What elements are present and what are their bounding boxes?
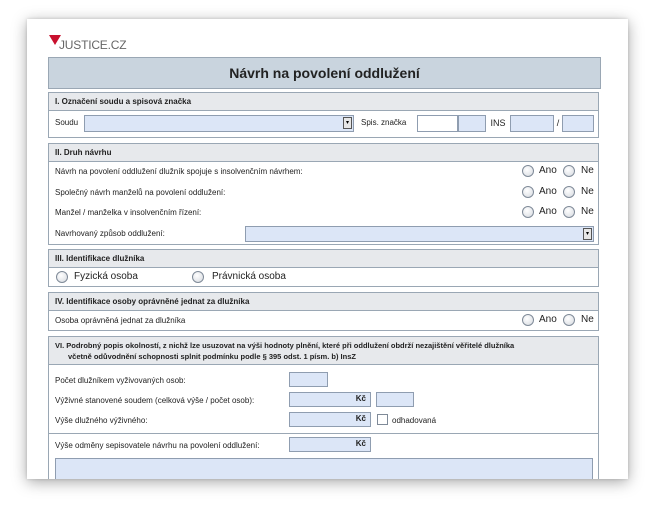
case-number-field[interactable] bbox=[510, 115, 554, 132]
dependents-field[interactable] bbox=[289, 372, 328, 387]
alimony-label: Výživné stanovené soudem (celková výše / počet osob): bbox=[55, 396, 255, 405]
section-authorized-heading: IV. Identifikace osoby oprávněné jednat za dlužníka bbox=[49, 293, 598, 311]
case-year-field[interactable] bbox=[562, 115, 594, 132]
q-method-label: Navrhovaný způsob oddlužení: bbox=[55, 229, 165, 238]
yes-label: Ano bbox=[539, 165, 557, 176]
section-debtor-heading: III. Identifikace dlužníka bbox=[49, 250, 598, 268]
section-circumstances-heading-line2: včetně odůvodnění schopnosti splnit podmínku podle § 395 odst. 1 písm. b) InsZ bbox=[68, 352, 356, 361]
case-number-label: Spis. značka bbox=[361, 118, 407, 127]
no-label: Ne bbox=[581, 186, 594, 197]
q-insolvency-yes-radio[interactable] bbox=[522, 165, 534, 177]
section-proposal-heading: II. Druh návrhu bbox=[49, 144, 598, 162]
preparer-fee-field[interactable] bbox=[289, 437, 371, 452]
dependents-label: Počet dlužníkem vyživovaných osob: bbox=[55, 376, 186, 385]
ins-label: INS bbox=[490, 118, 506, 128]
yes-label: Ano bbox=[539, 206, 557, 217]
form-sheet bbox=[27, 19, 628, 479]
chevron-down-icon[interactable]: ▾ bbox=[343, 117, 352, 129]
preparer-fee-label: Výše odměny sepisovatele návrhu na povolení oddlužení: bbox=[55, 441, 260, 450]
no-label: Ne bbox=[581, 206, 594, 217]
q-spouse-label: Manžel / manželka v insolvenčním řízení: bbox=[55, 208, 202, 217]
no-label: Ne bbox=[581, 165, 594, 176]
natural-person-radio[interactable] bbox=[56, 271, 68, 283]
q-joint-label: Společný návrh manželů na povolení oddlužení: bbox=[55, 188, 226, 197]
authorized-yes-radio[interactable] bbox=[522, 314, 534, 326]
alimony-debt-field[interactable] bbox=[289, 412, 371, 427]
alimony-debt-label: Výše dlužného výživného: bbox=[55, 416, 148, 425]
slash-label: / bbox=[556, 118, 560, 128]
q-insolvency-no-radio[interactable] bbox=[563, 165, 575, 177]
estimated-label: odhadovaná bbox=[392, 416, 437, 425]
method-select[interactable] bbox=[245, 226, 594, 242]
section-debtor-id bbox=[48, 249, 599, 287]
divider bbox=[49, 433, 598, 434]
natural-person-label: Fyzická osoba bbox=[74, 271, 138, 282]
logo-text: JUSTICE.CZ bbox=[59, 38, 127, 52]
section-circumstances bbox=[48, 336, 599, 479]
q-insolvency-label: Návrh na povolení oddlužení dlužník spojuje s insolvenčním návrhem: bbox=[55, 167, 303, 176]
case-senate-field[interactable] bbox=[417, 115, 458, 132]
case-part-field[interactable] bbox=[458, 115, 486, 132]
q-joint-no-radio[interactable] bbox=[563, 186, 575, 198]
section-court bbox=[48, 92, 599, 138]
authorized-person-label: Osoba oprávněná jednat za dlužníka bbox=[55, 316, 186, 325]
section-proposal-type bbox=[48, 143, 599, 245]
authorized-no-radio[interactable] bbox=[563, 314, 575, 326]
chevron-down-icon[interactable]: ▾ bbox=[583, 228, 592, 240]
alimony-total-field[interactable] bbox=[289, 392, 371, 407]
q-joint-yes-radio[interactable] bbox=[522, 186, 534, 198]
yes-label: Ano bbox=[539, 314, 557, 325]
court-label: Soudu bbox=[55, 118, 79, 127]
section-circumstances-heading-line1: VI. Podrobný popis okolností, z nichž lze usuzovat na výši hodnoty plnění, které při oddlužení obdrží nezajištění věřitelé dlužníka bbox=[55, 341, 515, 350]
section-court-heading: I. Označení soudu a spisová značka bbox=[49, 93, 598, 111]
description-textarea[interactable] bbox=[55, 458, 593, 479]
yes-label: Ano bbox=[539, 186, 557, 197]
court-select[interactable] bbox=[84, 115, 354, 132]
no-label: Ne bbox=[581, 314, 594, 325]
section-authorized-person bbox=[48, 292, 599, 331]
section-circumstances-heading bbox=[49, 337, 598, 365]
currency-label: Kč bbox=[355, 394, 366, 403]
form-title: Návrh na povolení oddlužení bbox=[48, 57, 601, 89]
q-spouse-no-radio[interactable] bbox=[563, 206, 575, 218]
estimated-checkbox[interactable] bbox=[377, 414, 388, 425]
currency-label: Kč bbox=[355, 414, 366, 423]
legal-person-label: Právnická osoba bbox=[212, 271, 286, 282]
currency-label: Kč bbox=[355, 439, 366, 448]
q-spouse-yes-radio[interactable] bbox=[522, 206, 534, 218]
legal-person-radio[interactable] bbox=[192, 271, 204, 283]
alimony-persons-field[interactable] bbox=[376, 392, 414, 407]
